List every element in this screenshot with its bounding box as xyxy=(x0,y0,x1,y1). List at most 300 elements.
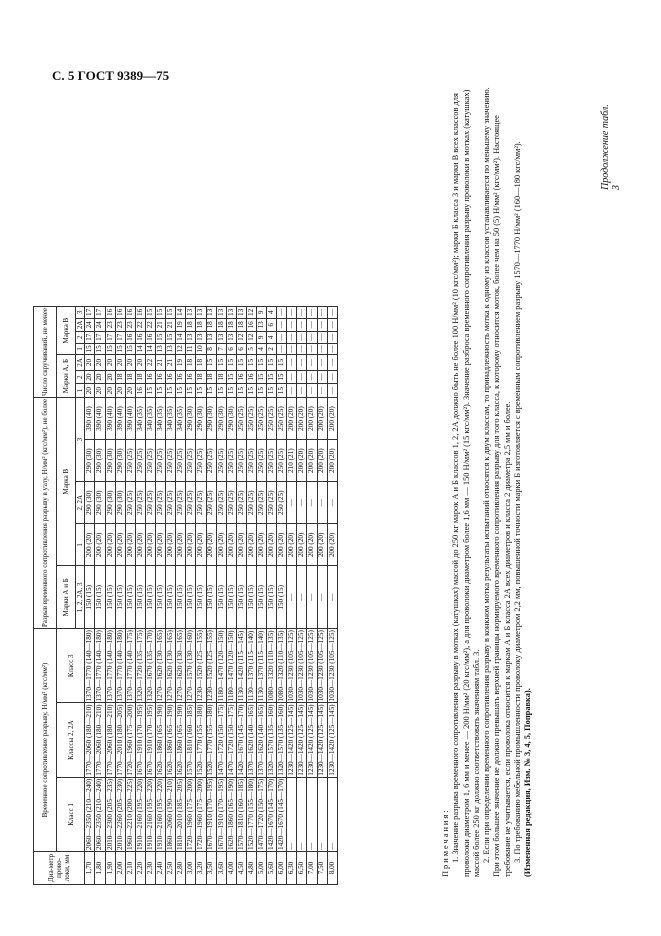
table-cell: 200 (20) xyxy=(256,524,266,566)
table-cell: — xyxy=(317,384,327,398)
table-cell: 4 xyxy=(267,331,277,343)
table-cell: 1080—1320 (110—135) xyxy=(267,630,276,702)
col-nodes-header: Разрыв временного сопротивления разрыву в узлу, Н/мм² (кгс/мм²), не более xyxy=(34,397,57,628)
table-cell: 15 xyxy=(236,355,246,371)
table-cell: 1860—2060 (190—210) xyxy=(166,778,175,850)
table-cell: 150 (15) xyxy=(125,566,135,629)
table-cell: 15 xyxy=(115,343,125,355)
table-cell: 14 xyxy=(135,343,145,355)
table-cell: — xyxy=(287,482,297,524)
table-cell: 15 xyxy=(236,384,246,398)
table-cell: 210 (21) xyxy=(287,440,297,482)
note-1: 1. Значение разрыва временного сопротивления разрыву в мотках (катушках) массой до 250 кг марок А и Б классов 1, 2, 2А должно быть не более 100 Н/мм² (10 кгс/мм²); марки Б класса 3 и марки В всех классов для проволоки диаметром 1, 6 мм и менее — 200 Н/мм² (20 кгс/мм²), а для проволоки диаметром более 1,6 мм — 150 Н/мм² (15 кгс/мм²). Значение разброса временного сопротивления разрыву проволоки в мотках (катушках) массой более 250 кг должно соответствовать значениям табл. 3. xyxy=(451,89,481,877)
diameter-cell: 1,90 xyxy=(105,852,115,885)
table-cell: 24 xyxy=(85,318,95,331)
table-cell: 290 (30) xyxy=(206,397,216,439)
table-cell: 12 xyxy=(176,343,186,355)
col-t1-header: 1 xyxy=(76,384,85,398)
table-cell: 6 xyxy=(226,343,236,355)
table-cell: 16 xyxy=(186,370,196,384)
table-cell: 15 xyxy=(196,384,206,398)
table-cell: — xyxy=(297,343,307,355)
table-cell: 200 (20) xyxy=(95,524,105,566)
table-cell: — xyxy=(277,318,287,331)
table-cell: 250 (25) xyxy=(135,482,145,524)
table-cell: — xyxy=(287,343,297,355)
table-row xyxy=(226,306,236,884)
table-cell: 15 xyxy=(186,384,196,398)
table-cell: — xyxy=(317,355,327,371)
table-cell: 1520—1770 (155—180) xyxy=(246,778,255,850)
table-cell: 200 (20) xyxy=(125,524,135,566)
table-cell: 15 xyxy=(216,355,226,371)
table-cell: 20 xyxy=(125,384,135,398)
table-cell: 200 (20) xyxy=(327,440,337,482)
col-t7-header: 3 xyxy=(76,306,85,318)
table-cell: 1670—1910 (170—195) xyxy=(135,704,144,776)
table-cell: 1910—2160 (195—220) xyxy=(145,778,154,850)
table-cell: 150 (15) xyxy=(226,566,236,629)
table-cell: 13 xyxy=(196,331,206,343)
col-strength-header: Временное сопротивление разрыву, Н/мм² (кгс/мм²) xyxy=(34,629,57,852)
table-row xyxy=(216,306,226,884)
table-cell: 1230—1420 (125—145) xyxy=(297,704,306,776)
col-nodes-c1-header: 1 xyxy=(76,524,85,566)
note-3: 3. По требованию мебельной промышленности проволоку диаметром 2,2 мм, повышенной точности марки Б изготовляется с временным сопротивлением разрыву 1570—1770 Н/мм² (160—180 кгс/мм²). xyxy=(512,141,522,863)
table-cell: — xyxy=(327,370,337,384)
table-cell: 18 xyxy=(196,318,206,331)
table-cell: 250 (25) xyxy=(186,440,196,482)
table-cell: 13 xyxy=(156,343,166,355)
table-cell: 1130—1370 (115—140) xyxy=(256,629,266,703)
table-cell: 1520—1770 (155—180) xyxy=(206,704,215,776)
table-cell: 18 xyxy=(216,318,226,331)
table-cell: 23 xyxy=(125,318,135,331)
diameter-cell: 5,00 xyxy=(256,852,266,885)
table-cell: 1770—2060 (180—210) xyxy=(105,704,114,776)
table-cell: 1230—1520 (125—155) xyxy=(196,630,205,702)
table-row xyxy=(267,306,277,884)
diameter-cell: 1,70 xyxy=(85,852,95,885)
table-cell: 1520—1770 (155—180) xyxy=(196,704,205,776)
table-cell: 2060—2350 (210—240) xyxy=(85,778,94,850)
twist-mark-ab-header: Марки А, Б xyxy=(57,355,76,398)
table-cell: — xyxy=(327,355,337,371)
table-cell: 200 (20) xyxy=(145,524,155,566)
table-cell: 22 xyxy=(135,318,145,331)
table-cell: 16 xyxy=(246,318,256,331)
table-cell: 1420—1670 (145—170) xyxy=(277,778,286,850)
rotated-page-content xyxy=(33,45,588,885)
table-cell: 1770—2060 (180—210) xyxy=(95,704,104,776)
table-cell: 15 xyxy=(156,331,166,343)
table-cell: 250 (25) xyxy=(246,482,256,524)
table-cell: 250 (25) xyxy=(145,482,155,524)
diameter-cell: 6,50 xyxy=(297,852,307,885)
table-row xyxy=(176,306,186,884)
table-cell: — xyxy=(297,566,307,629)
table-cell: 200 (20) xyxy=(156,524,166,566)
table-row xyxy=(166,306,176,884)
table-cell: 20 xyxy=(115,355,125,371)
table-cell: 1370—1770 (140—180) xyxy=(105,630,114,702)
table-cell: 250 (25) xyxy=(226,440,236,482)
table-cell: — xyxy=(307,306,317,318)
table-cell: 20 xyxy=(105,370,115,384)
table-cell: 21 xyxy=(166,318,176,331)
table-cell: 20 xyxy=(115,384,125,398)
table-cell: 250 (25) xyxy=(196,440,206,482)
table-cell: — xyxy=(317,777,327,851)
table-cell: 200 (20) xyxy=(287,524,297,566)
table-cell: — xyxy=(317,482,327,524)
table-cell: 23 xyxy=(115,318,125,331)
table-cell: 290 (30) xyxy=(115,482,125,524)
table-cell: 2010—2260 (205—230) xyxy=(115,778,124,850)
table-cell: 390 (40) xyxy=(115,397,125,439)
table-cell: 16 xyxy=(125,331,135,343)
table-cell: 20 xyxy=(105,384,115,398)
table-cell: 390 (40) xyxy=(85,397,95,439)
table-cell: 2060—2350 (210—240) xyxy=(95,778,104,850)
table-cell: 250 (25) xyxy=(236,482,246,524)
table-cell: 150 (15) xyxy=(135,566,145,629)
table-cell: — xyxy=(287,331,297,343)
table-cell: 1320—1570 (135—160) xyxy=(267,704,276,776)
table-cell: 150 (15) xyxy=(105,566,115,629)
table-cell: — xyxy=(297,384,307,398)
table-cell: 16 xyxy=(105,306,115,318)
table-cell: 290 (30) xyxy=(115,440,125,482)
table-cell: 1620—1860 (165—190) xyxy=(166,704,175,776)
table-cell: 1320—1570 (135—160) xyxy=(277,704,286,776)
table-cell: — xyxy=(327,343,337,355)
table-cell: 200 (20) xyxy=(246,524,256,566)
table-cell: 4 xyxy=(256,343,266,355)
table-cell: 16 xyxy=(135,306,145,318)
table-cell: 20 xyxy=(85,355,95,371)
table-cell: 200 (20) xyxy=(327,524,337,566)
table-cell: 150 (15) xyxy=(166,566,176,629)
table-cell: 200 (20) xyxy=(297,440,307,482)
table-cell: 8 xyxy=(206,343,216,355)
table-cell: 1670—1910 (170—195) xyxy=(145,704,154,776)
table-cell: 1620—1860 (165—190) xyxy=(155,704,164,776)
table-cell: — xyxy=(287,384,297,398)
table-cell: 17 xyxy=(85,331,95,343)
diameter-cell: 4,00 xyxy=(226,852,236,885)
table-cell: 290 (30) xyxy=(105,440,115,482)
table-cell: 1080—1320 (110—135) xyxy=(277,630,286,702)
table-row xyxy=(115,306,125,884)
table-cell: 340 (35) xyxy=(145,397,155,439)
table-cell: — xyxy=(287,566,297,629)
table-cell: 1230—1420 (125—145) xyxy=(307,704,316,776)
table-cell: — xyxy=(317,331,327,343)
table-cell: 15 xyxy=(267,370,277,384)
table-cell: 200 (20) xyxy=(317,440,327,482)
table-cell: — xyxy=(277,306,287,318)
table-cell: 18 xyxy=(186,355,196,371)
table-cell: 15 xyxy=(267,384,277,398)
table-cell: 14 xyxy=(176,306,186,318)
col-class2-header: Классы 2, 2А xyxy=(57,703,85,777)
table-cell: 15 xyxy=(145,384,155,398)
table-cell: 18 xyxy=(216,370,226,384)
col-diameter-header: Диа-метр прово-локи, мм xyxy=(34,852,85,885)
table-cell: 1470—1720 (150—175) xyxy=(216,704,225,776)
table-cell: 15 xyxy=(256,384,266,398)
table-cell: 1720—1960 (175—200) xyxy=(125,704,134,776)
table-row xyxy=(327,306,337,884)
table-cell: 200 (20) xyxy=(176,524,186,566)
col-t6-header: 2А xyxy=(76,318,85,331)
table-cell: 12 xyxy=(246,331,256,343)
table-cell: 200 (20) xyxy=(277,524,287,566)
table-cell: 13 xyxy=(196,306,206,318)
table-cell: 11 xyxy=(186,343,196,355)
table-cell: 20 xyxy=(95,355,105,371)
table-cell: 1320—1670 (135—170) xyxy=(145,630,154,702)
diameter-cell: 2,80 xyxy=(176,852,186,885)
table-cell: — xyxy=(317,306,327,318)
table-cell: 200 (20) xyxy=(267,524,277,566)
table-cell: 20 xyxy=(85,370,95,384)
table-cell: — xyxy=(297,482,307,524)
table-cell: 1770—2010 (180—205) xyxy=(115,704,124,776)
table-cell: 200 (20) xyxy=(307,397,317,439)
table-cell: 250 (25) xyxy=(236,440,246,482)
table-row xyxy=(85,306,95,884)
table-cell: 1720—1960 (175—200) xyxy=(186,778,195,850)
table-cell: 340 (35) xyxy=(156,397,166,439)
col-t4-header: 1 xyxy=(76,343,85,355)
table-cell: 6 xyxy=(267,318,277,331)
table-cell: 1670—1910 (170—195) xyxy=(216,778,225,850)
edition-note: (Измененная редакция, Изм. № 3, 4, 5, Поправка). xyxy=(523,688,532,877)
table-cell: — xyxy=(307,777,317,851)
table-cell: 16 xyxy=(246,370,256,384)
diameter-cell: 2,10 xyxy=(125,852,135,885)
table-cell: 19 xyxy=(176,355,186,371)
table-row xyxy=(287,306,297,884)
table-cell: 290 (30) xyxy=(85,482,95,524)
table-cell: — xyxy=(287,355,297,371)
table-cell: 340 (35) xyxy=(166,397,176,439)
table-cell: 150 (15) xyxy=(156,566,166,629)
col-nodes-c22a-header: 2, 2А xyxy=(76,482,85,524)
table-cell: 250 (25) xyxy=(256,440,266,482)
mark-v-header: Марка В xyxy=(57,397,76,565)
table-cell: 13 xyxy=(206,331,216,343)
table-cell: 250 (25) xyxy=(246,440,256,482)
table-cell: 13 xyxy=(166,343,176,355)
table-cell: 1370—1620 (140—165) xyxy=(256,704,265,776)
diameter-cell: 3,20 xyxy=(196,852,206,885)
table-cell: 250 (25) xyxy=(166,482,176,524)
table-cell: 1230—1420 (125—145) xyxy=(317,704,326,776)
table-cell: 9 xyxy=(256,306,266,318)
table-cell: 250 (25) xyxy=(125,440,135,482)
table-cell: — xyxy=(307,384,317,398)
table-cell: 15 xyxy=(256,370,266,384)
table-cell: 250 (25) xyxy=(256,397,266,439)
table-cell: — xyxy=(277,331,287,343)
table-cell: — xyxy=(317,343,327,355)
page-header: С. 5 ГОСТ 9389—75 xyxy=(52,68,170,83)
table-cell: 15 xyxy=(256,355,266,371)
table-cell: 150 (15) xyxy=(196,566,206,629)
table-cell: 1030—1230 (105—125) xyxy=(327,630,336,702)
table-cell: — xyxy=(287,370,297,384)
table-cell: 15 xyxy=(277,355,287,371)
table-cell: 150 (15) xyxy=(206,566,216,629)
table-cell: — xyxy=(307,370,317,384)
table-cell: — xyxy=(317,318,327,331)
table-cell: 290 (30) xyxy=(95,482,105,524)
table-cell: — xyxy=(327,566,337,629)
table-cell: — xyxy=(307,331,317,343)
table-cell: 15 xyxy=(267,355,277,371)
table-cell: 200 (20) xyxy=(186,524,196,566)
table-cell: 15 xyxy=(156,384,166,398)
table-cell: 15 xyxy=(85,343,95,355)
table-cell: 18 xyxy=(196,355,206,371)
table-cell: 1270—1620 (130—165) xyxy=(155,630,164,702)
table-cell: 2 xyxy=(267,343,277,355)
diameter-cell: 3,50 xyxy=(206,852,216,885)
table-cell: 200 (20) xyxy=(115,524,125,566)
table-cell: — xyxy=(327,331,337,343)
diameter-cell: 6,30 xyxy=(287,852,297,885)
table-cell: 16 xyxy=(166,370,176,384)
table-cell: — xyxy=(307,318,317,331)
diameter-cell: 5,60 xyxy=(267,852,277,885)
table-cell: 250 (25) xyxy=(267,397,277,439)
table-cell: 250 (25) xyxy=(156,440,166,482)
table-cell: 1130—1370 (115—140) xyxy=(246,629,256,703)
diameter-cell: 2,00 xyxy=(115,852,125,885)
table-cell: 15 xyxy=(226,355,236,371)
table-cell: 150 (15) xyxy=(216,566,226,629)
table-cell: 18 xyxy=(135,370,145,384)
table-cell: 1270—1570 (130—160) xyxy=(186,630,195,702)
table-cell: 1230—1420 (125—145) xyxy=(327,704,336,776)
table-cell: 22 xyxy=(145,318,155,331)
table-cell: 16 xyxy=(156,370,166,384)
table-cell: 15 xyxy=(176,384,186,398)
table-cell: 15 xyxy=(226,384,236,398)
table-cell: 18 xyxy=(226,318,236,331)
table-cell: 290 (30) xyxy=(226,397,236,439)
table-row xyxy=(277,306,287,884)
table-cell: 200 (20) xyxy=(206,524,216,566)
table-cell: 390 (40) xyxy=(125,397,135,439)
table-cell: 1130—1420 (115—145) xyxy=(236,629,246,703)
table-cell: 1270—1620 (130—165) xyxy=(166,630,175,702)
table-cell: 7 xyxy=(216,343,226,355)
table-cell: 1470—1720 (150—175) xyxy=(226,704,235,776)
table-cell: 17 xyxy=(115,331,125,343)
table-cell: 1570—1810 (160—185) xyxy=(236,778,245,850)
table-cell: 12 xyxy=(246,306,256,318)
table-cell: 20 xyxy=(105,355,115,371)
table-cell: 200 (20) xyxy=(166,524,176,566)
table-row xyxy=(256,306,266,884)
diameter-cell: 3,60 xyxy=(216,852,226,885)
table-cell: 16 xyxy=(236,370,246,384)
table-cell: 1570—1810 (160—185) xyxy=(186,704,195,776)
table-cell: 200 (20) xyxy=(85,524,95,566)
table-cell: 1910—2160 (195—220) xyxy=(155,778,164,850)
table-cell: 13 xyxy=(226,306,236,318)
note-2: 2. Если при определении временного сопротивления разрыву в конкном мотка результаты испытаний относятся к двум классам, то принадлежность мотка к одному из классов устанавливается по меньшему значению. При этом большее значение не должно превышать верхней границы нормируемого временного сопротивления разрыву для того класса, к которому относится моток, более чем на 50 (5) Н/мм² (кгс/мм²). Настоящее требование не учитывается, если проволока относится к маркам А и Б класса 2А всех диаметров и класса 2 диаметра 2,5 мм и более. xyxy=(482,87,512,877)
table-cell: 21 xyxy=(156,318,166,331)
table-cell: 18 xyxy=(125,370,135,384)
table-cell: 250 (25) xyxy=(176,482,186,524)
table-continuation-label: Продолжение табл. 3 xyxy=(600,104,622,190)
table-cell: 250 (25) xyxy=(277,397,287,439)
table-cell: 250 (25) xyxy=(176,440,186,482)
col-class3-header: Класс 3 xyxy=(57,629,85,703)
col-class1-header: Класс 1 xyxy=(57,777,85,851)
table-cell: 200 (20) xyxy=(135,524,145,566)
table-cell: 14 xyxy=(145,343,155,355)
table-cell: 150 (15) xyxy=(85,566,95,629)
table-row xyxy=(236,306,246,884)
table-cell: 20 xyxy=(95,370,105,384)
table-cell: 20 xyxy=(95,384,105,398)
table-cell: 1370—1770 (140—175) xyxy=(125,630,134,702)
table-cell: 200 (20) xyxy=(307,524,317,566)
table-cell: 200 (20) xyxy=(196,524,206,566)
diameter-cell: 7,00 xyxy=(307,852,317,885)
table-cell: 250 (25) xyxy=(246,397,256,439)
table-cell: 200 (20) xyxy=(297,397,307,439)
table-cell: 390 (40) xyxy=(105,397,115,439)
table-cell: 150 (15) xyxy=(115,566,125,629)
table-row xyxy=(125,306,135,884)
table-cell: 15 xyxy=(246,355,256,371)
table-cell: 15 xyxy=(166,306,176,318)
table-cell: 200 (20) xyxy=(287,397,297,439)
table-cell: 15 xyxy=(105,343,115,355)
table-cell: 13 xyxy=(186,331,196,343)
table-cell: 21 xyxy=(166,355,176,371)
table-cell: 340 (35) xyxy=(135,397,145,439)
table-cell: — xyxy=(277,343,287,355)
table-cell: 250 (25) xyxy=(277,440,287,482)
table-cell: 390 (40) xyxy=(95,397,105,439)
table-cell: 200 (20) xyxy=(216,524,226,566)
diameter-cell: 6,00 xyxy=(277,852,287,885)
table-cell: 1030—1230 (105—125) xyxy=(287,630,296,702)
table-cell: 150 (15) xyxy=(95,566,105,629)
table-row xyxy=(196,306,206,884)
table-cell: — xyxy=(327,482,337,524)
col-t5-header: 2 xyxy=(76,331,85,343)
table-row xyxy=(297,306,307,884)
table-cell: 19 xyxy=(176,318,186,331)
table-cell: 23 xyxy=(105,318,115,331)
table-cell: 1420—1670 (145—170) xyxy=(236,704,245,776)
table-cell: — xyxy=(287,318,297,331)
table-cell: 200 (20) xyxy=(297,524,307,566)
col-class-all-header: 1, 2, 2А, 3 xyxy=(76,566,85,629)
twist-mark-v-header: Марка В xyxy=(57,306,76,354)
table-cell: 16 xyxy=(135,331,145,343)
col-nodes-c3-header: 3 xyxy=(76,397,85,481)
